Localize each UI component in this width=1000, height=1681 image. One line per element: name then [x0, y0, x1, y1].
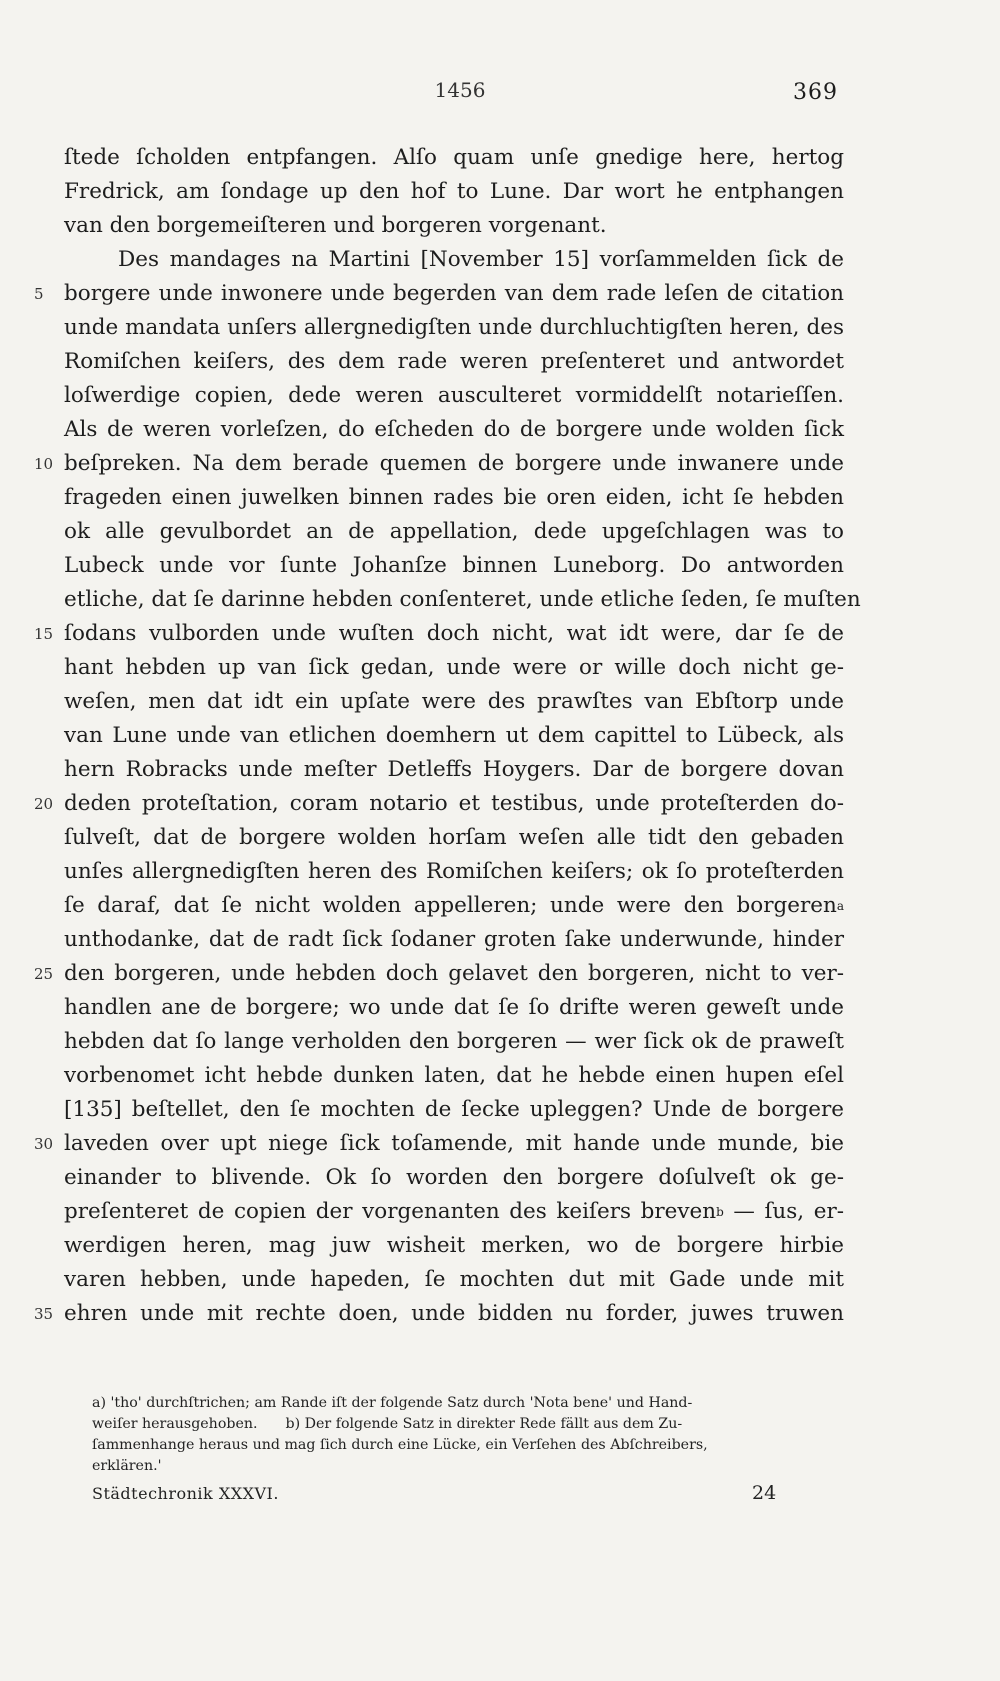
text-line: varen hebben, unde hapeden, ſe mochten dut mit Gade unde mit — [64, 1267, 844, 1292]
text-line — [34, 616, 844, 652]
line-text: preſenteret de copien der vorgenanten des keiſers breven — [64, 1199, 717, 1224]
line-text: laveden over upt niege ſick toſamende, mit hande unde munde, bie — [64, 1131, 844, 1156]
text-line: Lubeck unde vor ſunte Johanſze binnen Luneborg. Do antworden — [64, 553, 844, 578]
footnote-text: weiſer herausgehoben. — [92, 1416, 258, 1432]
text-line: unde mandata unſers allergnedigſten unde durchluchtigſten heren, des — [64, 315, 844, 340]
line-text: den borgeren, unde hebden doch gelavet den borgeren, nicht to ver- — [64, 961, 844, 986]
text-line: ſtede ſcholden entpfangen. Alſo quam unſe gnedige here, hertog — [64, 145, 844, 170]
text-line: Als de weren vorleſzen, do eſcheden do de borgere unde wolden ſick — [64, 417, 844, 442]
line-number: 20 — [34, 795, 54, 813]
text-line — [34, 1126, 844, 1162]
text-line: weſen, men dat idt ein upſate were des prawſtes van Ebſtorp unde — [64, 689, 844, 714]
text-line: ok alle gevulbordet an de appellation, dede upgeſchlagen was to — [64, 519, 844, 544]
text-line: hern Robracks unde meſter Detleffs Hoygers. Dar de borgere dovan — [64, 757, 844, 782]
line-text: — ſus, er- — [733, 1199, 844, 1224]
text-line: etliche, dat ſe darinne hebden conſenteret, unde etliche ſeden, ſe muſten — [64, 587, 861, 612]
text-line: Fredrick, am ſondage up den hof to Lune. Dar wort he entphangen — [64, 179, 844, 204]
text-line: unſes allergnedigſten heren des Romiſchen keiſers; ok ſo proteſterden — [64, 859, 844, 884]
text-line: handlen ane de borgere; wo unde dat ſe ſo drifte weren geweſt unde — [64, 995, 844, 1020]
line-number: 25 — [34, 965, 54, 983]
text-line — [34, 446, 844, 482]
footnote-line — [92, 1414, 840, 1435]
sheet-number: 24 — [752, 1482, 777, 1504]
footnote-marker-b: b — [716, 1205, 724, 1219]
line-text: borgere unde inwonere unde begerden van dem rade leſen de citation — [64, 281, 844, 306]
running-head-year: 1456 — [434, 78, 486, 102]
footnote-line: a) 'tho' durchſtrichen; am Rande iſt der folgende Satz durch 'Nota bene' und Hand- — [92, 1395, 693, 1411]
text-line: hebden dat ſo lange verholden den borgeren — wer ſick ok de praweſt — [64, 1029, 844, 1054]
text-line: [135] beſtellet, den ſe mochten de ſecke upleggen? Unde de borgere — [64, 1097, 844, 1122]
text-line: ſulveſt, dat de borgere wolden horſam weſen alle tidt den gebaden — [64, 825, 844, 850]
footnote-line: erklären.' — [92, 1458, 162, 1474]
page-number: 369 — [793, 80, 838, 105]
text-line: einander to blivende. Ok ſo worden den borgere doſulveſt ok ge- — [64, 1165, 844, 1190]
footnote-text: b) Der folgende Satz in direkter Rede fällt aus dem Zu- — [285, 1416, 683, 1432]
line-number: 35 — [34, 1305, 54, 1323]
line-number: 5 — [34, 285, 44, 303]
text-line — [34, 786, 844, 822]
printer-signature: Städtechronik XXXVI. — [92, 1484, 279, 1503]
text-line: van den borgemeiſteren und borgeren vorgenant. — [64, 213, 607, 238]
text-line: loſwerdige copien, dede weren ausculteret vormiddelſt notarieſſen. — [64, 383, 844, 408]
text-line: vorbenomet icht hebde dunken laten, dat he hebde einen hupen eſel — [64, 1063, 844, 1088]
text-line — [34, 276, 844, 312]
text-line: Des mandages na Martini [November 15] vorſammelden ſick de — [118, 247, 844, 272]
line-number: 15 — [34, 625, 54, 643]
text-line: werdigen heren, mag juw wisheit merken, wo de borgere hirbie — [64, 1233, 844, 1258]
text-line — [34, 1296, 844, 1332]
text-line: unthodanke, dat de radt ſick ſodaner groten ſake underwunde, hinder — [64, 927, 844, 952]
line-text: ehren unde mit rechte doen, unde bidden nu forder, juwes truwen — [64, 1301, 844, 1326]
text-line: Romiſchen keiſers, des dem rade weren preſenteret und antwordet — [64, 349, 844, 374]
footnote-line: ſammenhange heraus und mag ſich durch eine Lücke, ein Verſehen des Abſchreibers, — [92, 1437, 708, 1453]
text-line — [64, 1194, 844, 1230]
line-number: 10 — [34, 455, 54, 473]
text-line: frageden einen juwelken binnen rades bie oren eiden, icht ſe hebden — [64, 485, 844, 510]
text-line — [34, 956, 844, 992]
line-text: ſodans vulborden unde wuſten doch nicht, wat idt were, dar ſe de — [64, 621, 844, 646]
text-line: van Lune unde van etlichen doemhern ut dem capittel to Lübeck, als — [64, 723, 844, 748]
text-line — [64, 888, 844, 924]
text-line: hant hebden up van ſick gedan, unde were or wille doch nicht ge- — [64, 655, 844, 680]
line-text: deden proteſtation, coram notario et testibus, unde proteſterden do- — [64, 791, 844, 816]
footnote-marker-a: a — [836, 899, 844, 913]
line-text: ſe daraf, dat ſe nicht wolden appelleren; unde were den borgeren — [64, 893, 837, 918]
line-number: 30 — [34, 1135, 54, 1153]
footnotes — [92, 1393, 840, 1477]
line-text: beſpreken. Na dem berade quemen de borgere unde inwanere unde — [64, 451, 844, 476]
